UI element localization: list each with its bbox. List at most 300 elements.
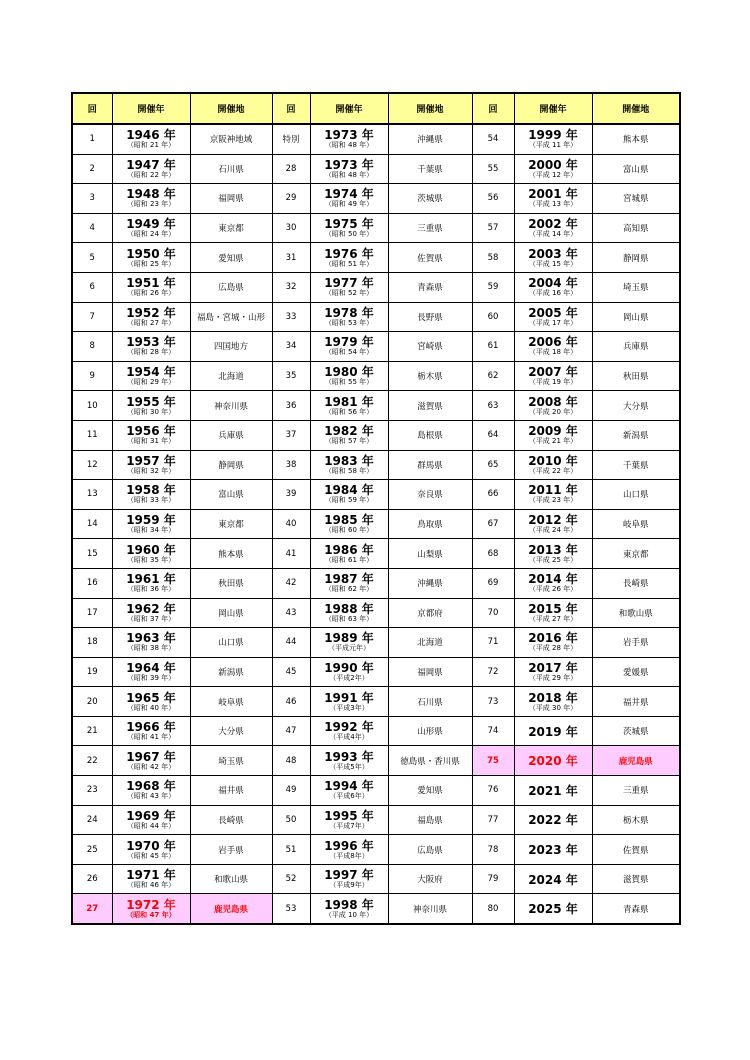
round-cell: 42: [272, 568, 310, 598]
year-cell: [310, 420, 388, 450]
round-cell: 20: [72, 687, 112, 717]
round-cell: 48: [272, 746, 310, 776]
year-cell: [514, 480, 592, 510]
western-year: 1979 年: [324, 335, 374, 350]
japanese-era-year: （平成2年）: [329, 673, 369, 682]
table-row: [72, 391, 680, 421]
western-year: 1992 年: [324, 720, 374, 735]
year-cell: [112, 539, 190, 569]
venue-cell: 岡山県: [592, 302, 680, 332]
western-year: 2008 年: [528, 394, 578, 409]
round-cell: 18: [72, 628, 112, 658]
round-cell: 71: [472, 628, 514, 658]
venue-cell: 京阪神地域: [190, 124, 272, 154]
western-year: 1971 年: [126, 868, 176, 883]
western-year: 2009 年: [528, 424, 578, 439]
year-cell: [514, 302, 592, 332]
venue-cell: 熊本県: [592, 124, 680, 154]
table-row: [72, 332, 680, 362]
table-row: [72, 450, 680, 480]
round-cell: 57: [472, 213, 514, 243]
round-cell: 75: [472, 746, 514, 776]
year-cell: [310, 213, 388, 243]
round-cell: 59: [472, 272, 514, 302]
table-row: [72, 420, 680, 450]
venue-cell: 石川県: [190, 154, 272, 184]
table-row: [72, 243, 680, 273]
japanese-era-year: （平成 30 年）: [528, 703, 578, 712]
round-cell: 26: [72, 864, 112, 894]
table-row: [72, 124, 680, 154]
japanese-era-year: （平成 26 年）: [528, 585, 578, 594]
western-year: 2006 年: [528, 335, 578, 350]
venue-cell: 和歌山県: [190, 864, 272, 894]
japanese-era-year: （昭和 25 年）: [126, 259, 176, 268]
year-cell: [310, 154, 388, 184]
japanese-era-year: （昭和 30 年）: [126, 407, 176, 416]
table-row: [72, 746, 680, 776]
round-cell: 64: [472, 420, 514, 450]
venue-cell: 北海道: [388, 628, 472, 658]
japanese-era-year: （昭和 23 年）: [126, 200, 176, 209]
venue-cell: 富山県: [190, 480, 272, 510]
round-cell: 19: [72, 657, 112, 687]
western-year: 1951 年: [126, 276, 176, 291]
western-year: 2011 年: [528, 483, 578, 498]
year-cell: [310, 272, 388, 302]
year-cell: [310, 332, 388, 362]
year-cell: [514, 746, 592, 776]
western-year: 1993 年: [324, 749, 374, 764]
year-cell: [514, 835, 592, 865]
western-year: 1969 年: [126, 808, 176, 823]
round-cell: 29: [272, 184, 310, 214]
western-year: 1989 年: [324, 631, 374, 646]
japanese-era-year: （昭和 52 年）: [324, 289, 374, 298]
table-row: [72, 302, 680, 332]
year-cell: [514, 391, 592, 421]
japanese-era-year: （平成 13 年）: [528, 200, 578, 209]
japanese-era-year: （平成 28 年）: [528, 644, 578, 653]
japanese-era-year: （平成9年）: [329, 881, 369, 890]
western-year: 1949 年: [126, 217, 176, 232]
western-year: 1999 年: [528, 128, 578, 143]
japanese-era-year: （昭和 45 年）: [126, 851, 176, 860]
western-year: 1959 年: [126, 513, 176, 528]
venue-cell: 茨城県: [592, 716, 680, 746]
round-cell: 16: [72, 568, 112, 598]
western-year: 2024 年: [528, 872, 578, 887]
western-year: 2010 年: [528, 453, 578, 468]
header-venue: 開催地: [190, 93, 272, 124]
round-cell: 37: [272, 420, 310, 450]
western-year: 1973 年: [324, 157, 374, 172]
japanese-era-year: （昭和 35 年）: [126, 555, 176, 564]
western-year: 2013 年: [528, 542, 578, 557]
year-cell: [310, 124, 388, 154]
western-year: 1985 年: [324, 513, 374, 528]
japanese-era-year: （昭和 58 年）: [324, 466, 374, 475]
venue-cell: 愛知県: [388, 776, 472, 806]
year-cell: [112, 154, 190, 184]
year-cell: [310, 243, 388, 273]
year-cell: [310, 628, 388, 658]
year-cell: [310, 450, 388, 480]
year-cell: [514, 805, 592, 835]
western-year: 2000 年: [528, 157, 578, 172]
japanese-era-year: （平成 19 年）: [528, 378, 578, 387]
japanese-era-year: （昭和 55 年）: [324, 378, 374, 387]
japanese-era-year: （昭和 53 年）: [324, 318, 374, 327]
western-year: 1990 年: [324, 660, 374, 675]
year-cell: [310, 687, 388, 717]
round-cell: 77: [472, 805, 514, 835]
venue-cell: 秋田県: [190, 568, 272, 598]
table-row: [72, 628, 680, 658]
venue-cell: 鹿児島県: [592, 746, 680, 776]
venue-cell: 愛知県: [190, 243, 272, 273]
western-year: 1956 年: [126, 424, 176, 439]
japanese-era-year: （平成元年）: [328, 644, 370, 653]
round-cell: 51: [272, 835, 310, 865]
japanese-era-year: （昭和 51 年）: [324, 259, 374, 268]
western-year: 1977 年: [324, 276, 374, 291]
western-year: 1983 年: [324, 453, 374, 468]
western-year: 1995 年: [324, 808, 374, 823]
venue-cell: 神奈川県: [388, 894, 472, 924]
round-cell: 44: [272, 628, 310, 658]
venue-cell: 東京都: [190, 213, 272, 243]
japanese-era-year: （平成 25 年）: [528, 555, 578, 564]
venue-cell: 山梨県: [388, 539, 472, 569]
japanese-era-year: （昭和 31 年）: [126, 437, 176, 446]
western-year: 1952 年: [126, 305, 176, 320]
japanese-era-year: （平成 21 年）: [528, 437, 578, 446]
japanese-era-year: （昭和 39 年）: [126, 673, 176, 682]
round-cell: 76: [472, 776, 514, 806]
western-year: 1970 年: [126, 838, 176, 853]
venue-cell: 富山県: [592, 154, 680, 184]
western-year: 1957 年: [126, 453, 176, 468]
japanese-era-year: （昭和 60 年）: [324, 526, 374, 535]
year-cell: [112, 302, 190, 332]
japanese-era-year: （平成 27 年）: [528, 614, 578, 623]
round-cell: 36: [272, 391, 310, 421]
year-cell: [310, 568, 388, 598]
western-year: 2014 年: [528, 572, 578, 587]
year-cell: [310, 184, 388, 214]
venue-cell: 岐阜県: [190, 687, 272, 717]
year-cell: [112, 420, 190, 450]
table-row: [72, 213, 680, 243]
western-year: 2001 年: [528, 187, 578, 202]
venue-cell: 山形県: [388, 716, 472, 746]
japanese-era-year: （昭和 29 年）: [126, 378, 176, 387]
round-cell: 7: [72, 302, 112, 332]
japanese-era-year: （昭和 34 年）: [126, 526, 176, 535]
round-cell: 17: [72, 598, 112, 628]
header-year: 開催年: [514, 93, 592, 124]
table-row: [72, 509, 680, 539]
western-year: 1953 年: [126, 335, 176, 350]
year-cell: [310, 894, 388, 924]
western-year: 1986 年: [324, 542, 374, 557]
header-round: 回: [472, 93, 514, 124]
table-row: [72, 539, 680, 569]
venue-cell: 神奈川県: [190, 391, 272, 421]
western-year: 1973 年: [324, 128, 374, 143]
round-cell: 特別: [272, 124, 310, 154]
western-year: 1968 年: [126, 779, 176, 794]
venue-cell: 京都府: [388, 598, 472, 628]
western-year: 1967 年: [126, 749, 176, 764]
year-cell: [514, 450, 592, 480]
round-cell: 23: [72, 776, 112, 806]
western-year: 1965 年: [126, 690, 176, 705]
round-cell: 52: [272, 864, 310, 894]
year-cell: [112, 835, 190, 865]
japanese-era-year: （昭和 48 年）: [324, 141, 374, 150]
round-cell: 25: [72, 835, 112, 865]
year-cell: [310, 776, 388, 806]
round-cell: 45: [272, 657, 310, 687]
japanese-era-year: （平成8年）: [329, 851, 369, 860]
japanese-era-year: （平成3年）: [329, 703, 369, 712]
round-cell: 27: [72, 894, 112, 924]
round-cell: 79: [472, 864, 514, 894]
round-cell: 13: [72, 480, 112, 510]
header-venue: 開催地: [388, 93, 472, 124]
venue-cell: 東京都: [592, 539, 680, 569]
western-year: 1982 年: [324, 424, 374, 439]
year-cell: [514, 154, 592, 184]
round-cell: 39: [272, 480, 310, 510]
round-cell: 1: [72, 124, 112, 154]
western-year: 1997 年: [324, 868, 374, 883]
year-cell: [112, 480, 190, 510]
venue-cell: 熊本県: [190, 539, 272, 569]
venue-cell: 岐阜県: [592, 509, 680, 539]
table-row: [72, 361, 680, 391]
table-row: [72, 835, 680, 865]
japanese-era-year: （昭和 21 年）: [126, 141, 176, 150]
round-cell: 65: [472, 450, 514, 480]
japanese-era-year: （平成 10 年）: [324, 910, 374, 919]
venue-cell: 広島県: [190, 272, 272, 302]
western-year: 1991 年: [324, 690, 374, 705]
year-cell: [514, 598, 592, 628]
table-row: [72, 272, 680, 302]
year-cell: [514, 539, 592, 569]
venue-cell: 奈良県: [388, 480, 472, 510]
venue-cell: 岩手県: [592, 628, 680, 658]
japanese-era-year: （平成4年）: [329, 733, 369, 742]
year-cell: [112, 864, 190, 894]
japanese-era-year: （平成 23 年）: [528, 496, 578, 505]
year-cell: [310, 716, 388, 746]
venue-cell: 茨城県: [388, 184, 472, 214]
round-cell: 78: [472, 835, 514, 865]
year-cell: [112, 213, 190, 243]
western-year: 2016 年: [528, 631, 578, 646]
japanese-era-year: （昭和 54 年）: [324, 348, 374, 357]
round-cell: 50: [272, 805, 310, 835]
venue-cell: 埼玉県: [190, 746, 272, 776]
round-cell: 41: [272, 539, 310, 569]
round-cell: 49: [272, 776, 310, 806]
japanese-era-year: （昭和 61 年）: [324, 555, 374, 564]
venue-cell: 島根県: [388, 420, 472, 450]
round-cell: 56: [472, 184, 514, 214]
round-cell: 9: [72, 361, 112, 391]
round-cell: 46: [272, 687, 310, 717]
venue-cell: 福井県: [592, 687, 680, 717]
venue-cell: 山口県: [190, 628, 272, 658]
western-year: 2007 年: [528, 365, 578, 380]
venue-cell: 新潟県: [190, 657, 272, 687]
year-cell: [514, 628, 592, 658]
year-cell: [112, 272, 190, 302]
header-round: 回: [272, 93, 310, 124]
western-year: 2023 年: [528, 843, 578, 858]
national-athletic-meet-table: [71, 92, 681, 925]
year-cell: [112, 243, 190, 273]
japanese-era-year: （平成 17 年）: [528, 318, 578, 327]
year-cell: [514, 361, 592, 391]
year-cell: [514, 509, 592, 539]
year-cell: [310, 302, 388, 332]
western-year: 1948 年: [126, 187, 176, 202]
year-cell: [514, 687, 592, 717]
round-cell: 69: [472, 568, 514, 598]
western-year: 1984 年: [324, 483, 374, 498]
western-year: 2003 年: [528, 246, 578, 261]
western-year: 1955 年: [126, 394, 176, 409]
venue-cell: 青森県: [592, 894, 680, 924]
year-cell: [112, 509, 190, 539]
round-cell: 3: [72, 184, 112, 214]
round-cell: 8: [72, 332, 112, 362]
venue-cell: 石川県: [388, 687, 472, 717]
western-year: 1976 年: [324, 246, 374, 261]
header-year: 開催年: [310, 93, 388, 124]
japanese-era-year: （昭和 42 年）: [126, 762, 176, 771]
year-cell: [112, 687, 190, 717]
round-cell: 74: [472, 716, 514, 746]
round-cell: 70: [472, 598, 514, 628]
japanese-era-year: （平成 29 年）: [528, 673, 578, 682]
venue-cell: 静岡県: [190, 450, 272, 480]
table-row: [72, 687, 680, 717]
western-year: 2017 年: [528, 660, 578, 675]
western-year: 1987 年: [324, 572, 374, 587]
round-cell: 66: [472, 480, 514, 510]
western-year: 1958 年: [126, 483, 176, 498]
western-year: 1954 年: [126, 365, 176, 380]
venue-cell: 栃木県: [388, 361, 472, 391]
japanese-era-year: （昭和 56 年）: [324, 407, 374, 416]
year-cell: [514, 124, 592, 154]
western-year: 2020 年: [528, 754, 578, 769]
venue-cell: 愛媛県: [592, 657, 680, 687]
venue-cell: 福岡県: [190, 184, 272, 214]
japanese-era-year: （昭和 49 年）: [324, 200, 374, 209]
western-year: 2005 年: [528, 305, 578, 320]
year-cell: [112, 332, 190, 362]
japanese-era-year: （昭和 41 年）: [126, 733, 176, 742]
year-cell: [514, 272, 592, 302]
table-row: [72, 864, 680, 894]
western-year: 1962 年: [126, 601, 176, 616]
round-cell: 32: [272, 272, 310, 302]
year-cell: [112, 124, 190, 154]
round-cell: 33: [272, 302, 310, 332]
japanese-era-year: （昭和 32 年）: [126, 466, 176, 475]
venue-cell: 埼玉県: [592, 272, 680, 302]
round-cell: 31: [272, 243, 310, 273]
table-row: [72, 598, 680, 628]
japanese-era-year: （昭和 59 年）: [324, 496, 374, 505]
venue-cell: 千葉県: [592, 450, 680, 480]
western-year: 1972 年: [126, 897, 176, 912]
japanese-era-year: （平成 18 年）: [528, 348, 578, 357]
western-year: 1988 年: [324, 601, 374, 616]
round-cell: 63: [472, 391, 514, 421]
year-cell: [310, 657, 388, 687]
year-cell: [112, 805, 190, 835]
year-cell: [112, 568, 190, 598]
japanese-era-year: （昭和 47 年）: [126, 910, 176, 919]
round-cell: 11: [72, 420, 112, 450]
venue-cell: 福島県: [388, 805, 472, 835]
year-cell: [112, 361, 190, 391]
year-cell: [514, 894, 592, 924]
japanese-era-year: （平成 14 年）: [528, 230, 578, 239]
western-year: 1960 年: [126, 542, 176, 557]
round-cell: 21: [72, 716, 112, 746]
table-row: [72, 716, 680, 746]
round-cell: 61: [472, 332, 514, 362]
year-cell: [514, 716, 592, 746]
round-cell: 54: [472, 124, 514, 154]
japanese-era-year: （昭和 43 年）: [126, 792, 176, 801]
japanese-era-year: （昭和 50 年）: [324, 230, 374, 239]
venue-cell: 福岡県: [388, 657, 472, 687]
japanese-era-year: （昭和 37 年）: [126, 614, 176, 623]
western-year: 2015 年: [528, 601, 578, 616]
round-cell: 55: [472, 154, 514, 184]
year-cell: [310, 480, 388, 510]
japanese-era-year: （平成 15 年）: [528, 259, 578, 268]
western-year: 2012 年: [528, 513, 578, 528]
western-year: 2018 年: [528, 690, 578, 705]
japanese-era-year: （昭和 48 年）: [324, 170, 374, 179]
year-cell: [310, 598, 388, 628]
western-year: 1963 年: [126, 631, 176, 646]
year-cell: [514, 864, 592, 894]
venue-cell: 新潟県: [592, 420, 680, 450]
western-year: 1975 年: [324, 217, 374, 232]
round-cell: 80: [472, 894, 514, 924]
venue-cell: 広島県: [388, 835, 472, 865]
western-year: 1950 年: [126, 246, 176, 261]
japanese-era-year: （昭和 57 年）: [324, 437, 374, 446]
year-cell: [112, 716, 190, 746]
round-cell: 15: [72, 539, 112, 569]
round-cell: 5: [72, 243, 112, 273]
venue-cell: 鹿児島県: [190, 894, 272, 924]
header-round: 回: [72, 93, 112, 124]
